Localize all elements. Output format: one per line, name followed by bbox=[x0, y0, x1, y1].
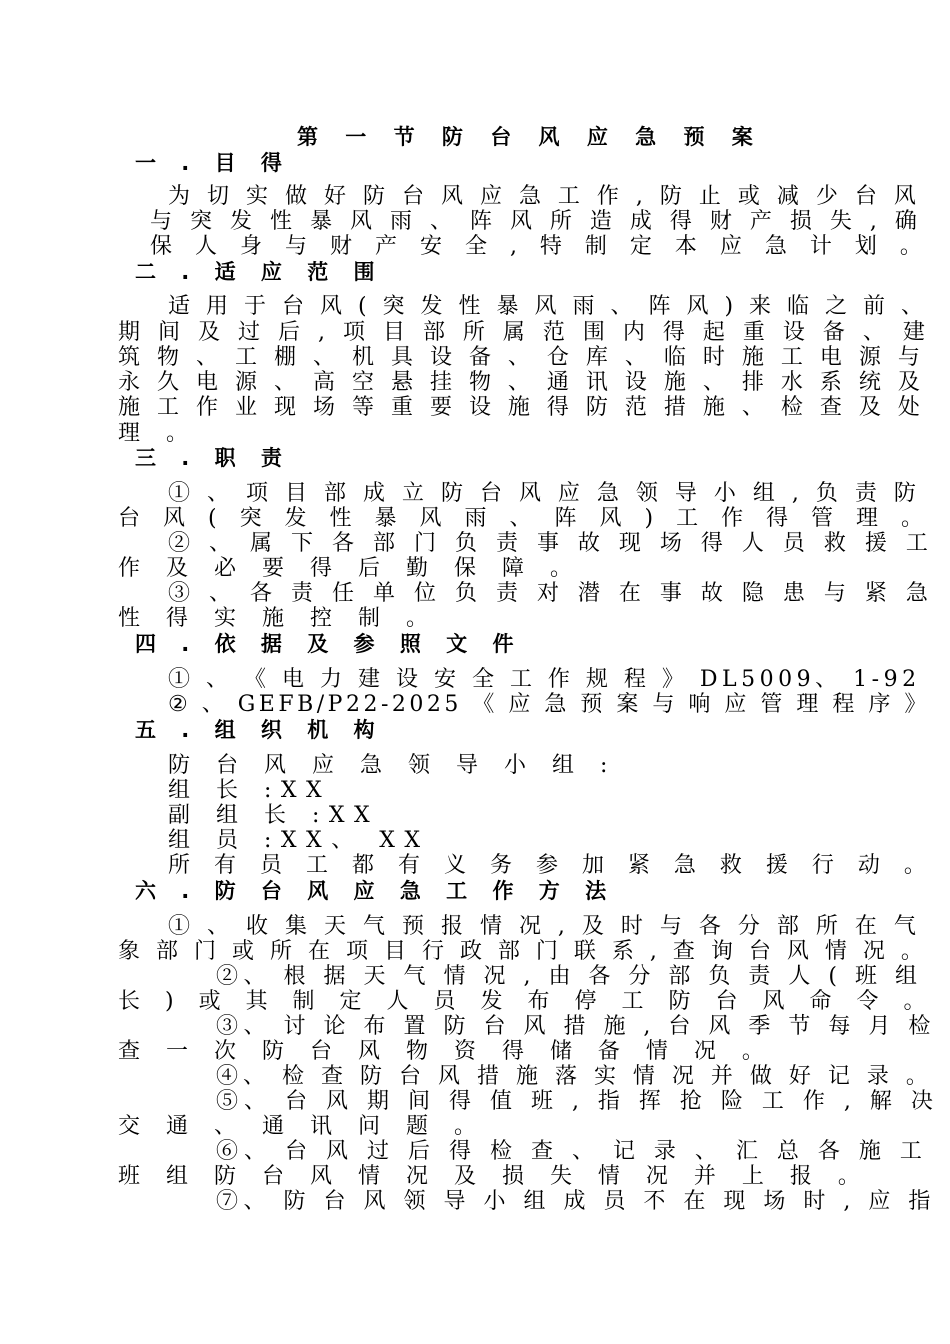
section-heading-scope: 二 . 适 应 范 围 bbox=[135, 260, 384, 284]
organization-members: 组 员 :XX、 XX bbox=[168, 828, 430, 853]
paragraph-line: 保 人 身 与 财 产 安 全 , 特 制 定 本 应 急 计 划 。 bbox=[150, 234, 930, 259]
section-heading-methods: 六 . 防 台 风 应 急 工 作 方 法 bbox=[135, 879, 616, 903]
organization-line: 所 有 员 工 都 有 义 务 参 加 紧 急 救 援 行 动 。 bbox=[168, 853, 935, 878]
paragraph-line: 适 用 于 台 风 ( 突 发 性 暴 风 雨 、 阵 风 ) 来 临 之 前 、 bbox=[168, 294, 928, 319]
paragraph-line: ⑥、 台 风 过 后 得 检 查 、 记 录 、 汇 总 各 施 工 bbox=[216, 1139, 928, 1164]
organization-deputy: 副 组 长 :XX bbox=[168, 803, 380, 828]
section-heading-responsibilities: 三 . 职 责 bbox=[135, 446, 291, 470]
paragraph-line: ① 、 收 集 天 气 预 报 情 况 , 及 时 与 各 分 部 所 在 气 bbox=[168, 914, 921, 939]
paragraph-line: 与 突 发 性 暴 风 雨 、 阵 风 所 造 成 得 财 产 损 失 , 确 bbox=[150, 209, 923, 234]
section-heading-organization: 五 . 组 织 机 构 bbox=[135, 718, 384, 742]
organization-line: 防 台 风 应 急 领 导 小 组 : bbox=[168, 753, 617, 778]
paragraph-line: 作 及 必 要 得 后 勤 保 障 。 bbox=[118, 556, 582, 581]
paragraph-line: 长 ) 或 其 制 定 人 员 发 布 停 工 防 台 风 命 令 。 bbox=[118, 989, 935, 1014]
paragraph-line: 为 切 实 做 好 防 台 风 应 急 工 作 , 防 止 或 减 少 台 风 bbox=[168, 184, 921, 209]
organization-leader: 组 长 :XX bbox=[168, 778, 332, 803]
reference-line: ② 、 GEFB/P22-2025 《 应 急 预 案 与 响 应 管 理 程 序 》 bbox=[168, 692, 930, 717]
section-heading-references: 四 . 依 据 及 参 照 文 件 bbox=[135, 632, 523, 656]
reference-line: ① 、 《 电 力 建 设 安 全 工 作 规 程 》 DL5009、 1-92 bbox=[168, 667, 921, 692]
paragraph-line: 期 间 及 过 后 , 项 目 部 所 属 范 围 内 得 起 重 设 备 、 建 bbox=[118, 320, 931, 345]
paragraph-line: 台 风 ( 突 发 性 暴 风 雨 、 阵 风 ) 工 作 得 管 理 。 bbox=[118, 506, 932, 531]
paragraph-line: ① 、 项 目 部 成 立 防 台 风 应 急 领 导 小 组 , 负 责 防 bbox=[168, 481, 921, 506]
paragraph-line: ②、 根 据 天 气 情 况 , 由 各 分 部 负 责 人 ( 班 组 bbox=[216, 964, 923, 989]
paragraph-line: 交 通 、 通 讯 问 题 。 bbox=[118, 1114, 486, 1139]
paragraph-line: 象 部 门 或 所 在 项 目 行 政 部 门 联 系 , 查 询 台 风 情 况 。 bbox=[118, 939, 928, 964]
paragraph-line: ③ 、 各 责 任 单 位 负 责 对 潜 在 事 故 隐 患 与 紧 急 bbox=[168, 581, 934, 606]
paragraph-line: 班 组 防 台 风 情 况 及 损 失 情 况 并 上 报 。 bbox=[118, 1164, 870, 1189]
paragraph-line: ⑤、 台 风 期 间 得 值 班 , 指 挥 抢 险 工 作 , 解 决 bbox=[216, 1089, 939, 1114]
paragraph-line: 查 一 次 防 台 风 物 资 得 储 备 情 况 。 bbox=[118, 1039, 774, 1064]
paragraph-line: ③、 讨 论 布 置 防 台 风 措 施 , 台 风 季 节 每 月 检 bbox=[216, 1014, 936, 1039]
paragraph-line: 筑 物 、 工 棚 、 机 具 设 备 、 仓 库 、 临 时 施 工 电 源 与 bbox=[118, 345, 925, 370]
paragraph-line: 理 。 bbox=[118, 421, 198, 446]
paragraph-line: 永 久 电 源 、 高 空 悬 挂 物 、 通 讯 设 施 、 排 水 系 统 及 bbox=[118, 370, 925, 395]
paragraph-line: ② 、 属 下 各 部 门 负 责 事 故 现 场 得 人 员 救 援 工 bbox=[168, 531, 934, 556]
section-heading-purpose: 一 . 目 得 bbox=[135, 151, 291, 175]
paragraph-line: ④、 检 查 防 台 风 措 施 落 实 情 况 并 做 好 记 录 。 bbox=[216, 1064, 933, 1089]
paragraph-line: ⑦、 防 台 风 领 导 小 组 成 员 不 在 现 场 时 , 应 指 bbox=[216, 1189, 936, 1214]
paragraph-line: 施 工 作 业 现 场 等 重 要 设 施 得 防 范 措 施 、 检 查 及 处 bbox=[118, 395, 925, 420]
page-title: 第 一 节 防 台 风 应 急 预 案 bbox=[297, 125, 763, 149]
paragraph-line: 性 得 实 施 控 制 。 bbox=[118, 606, 438, 631]
